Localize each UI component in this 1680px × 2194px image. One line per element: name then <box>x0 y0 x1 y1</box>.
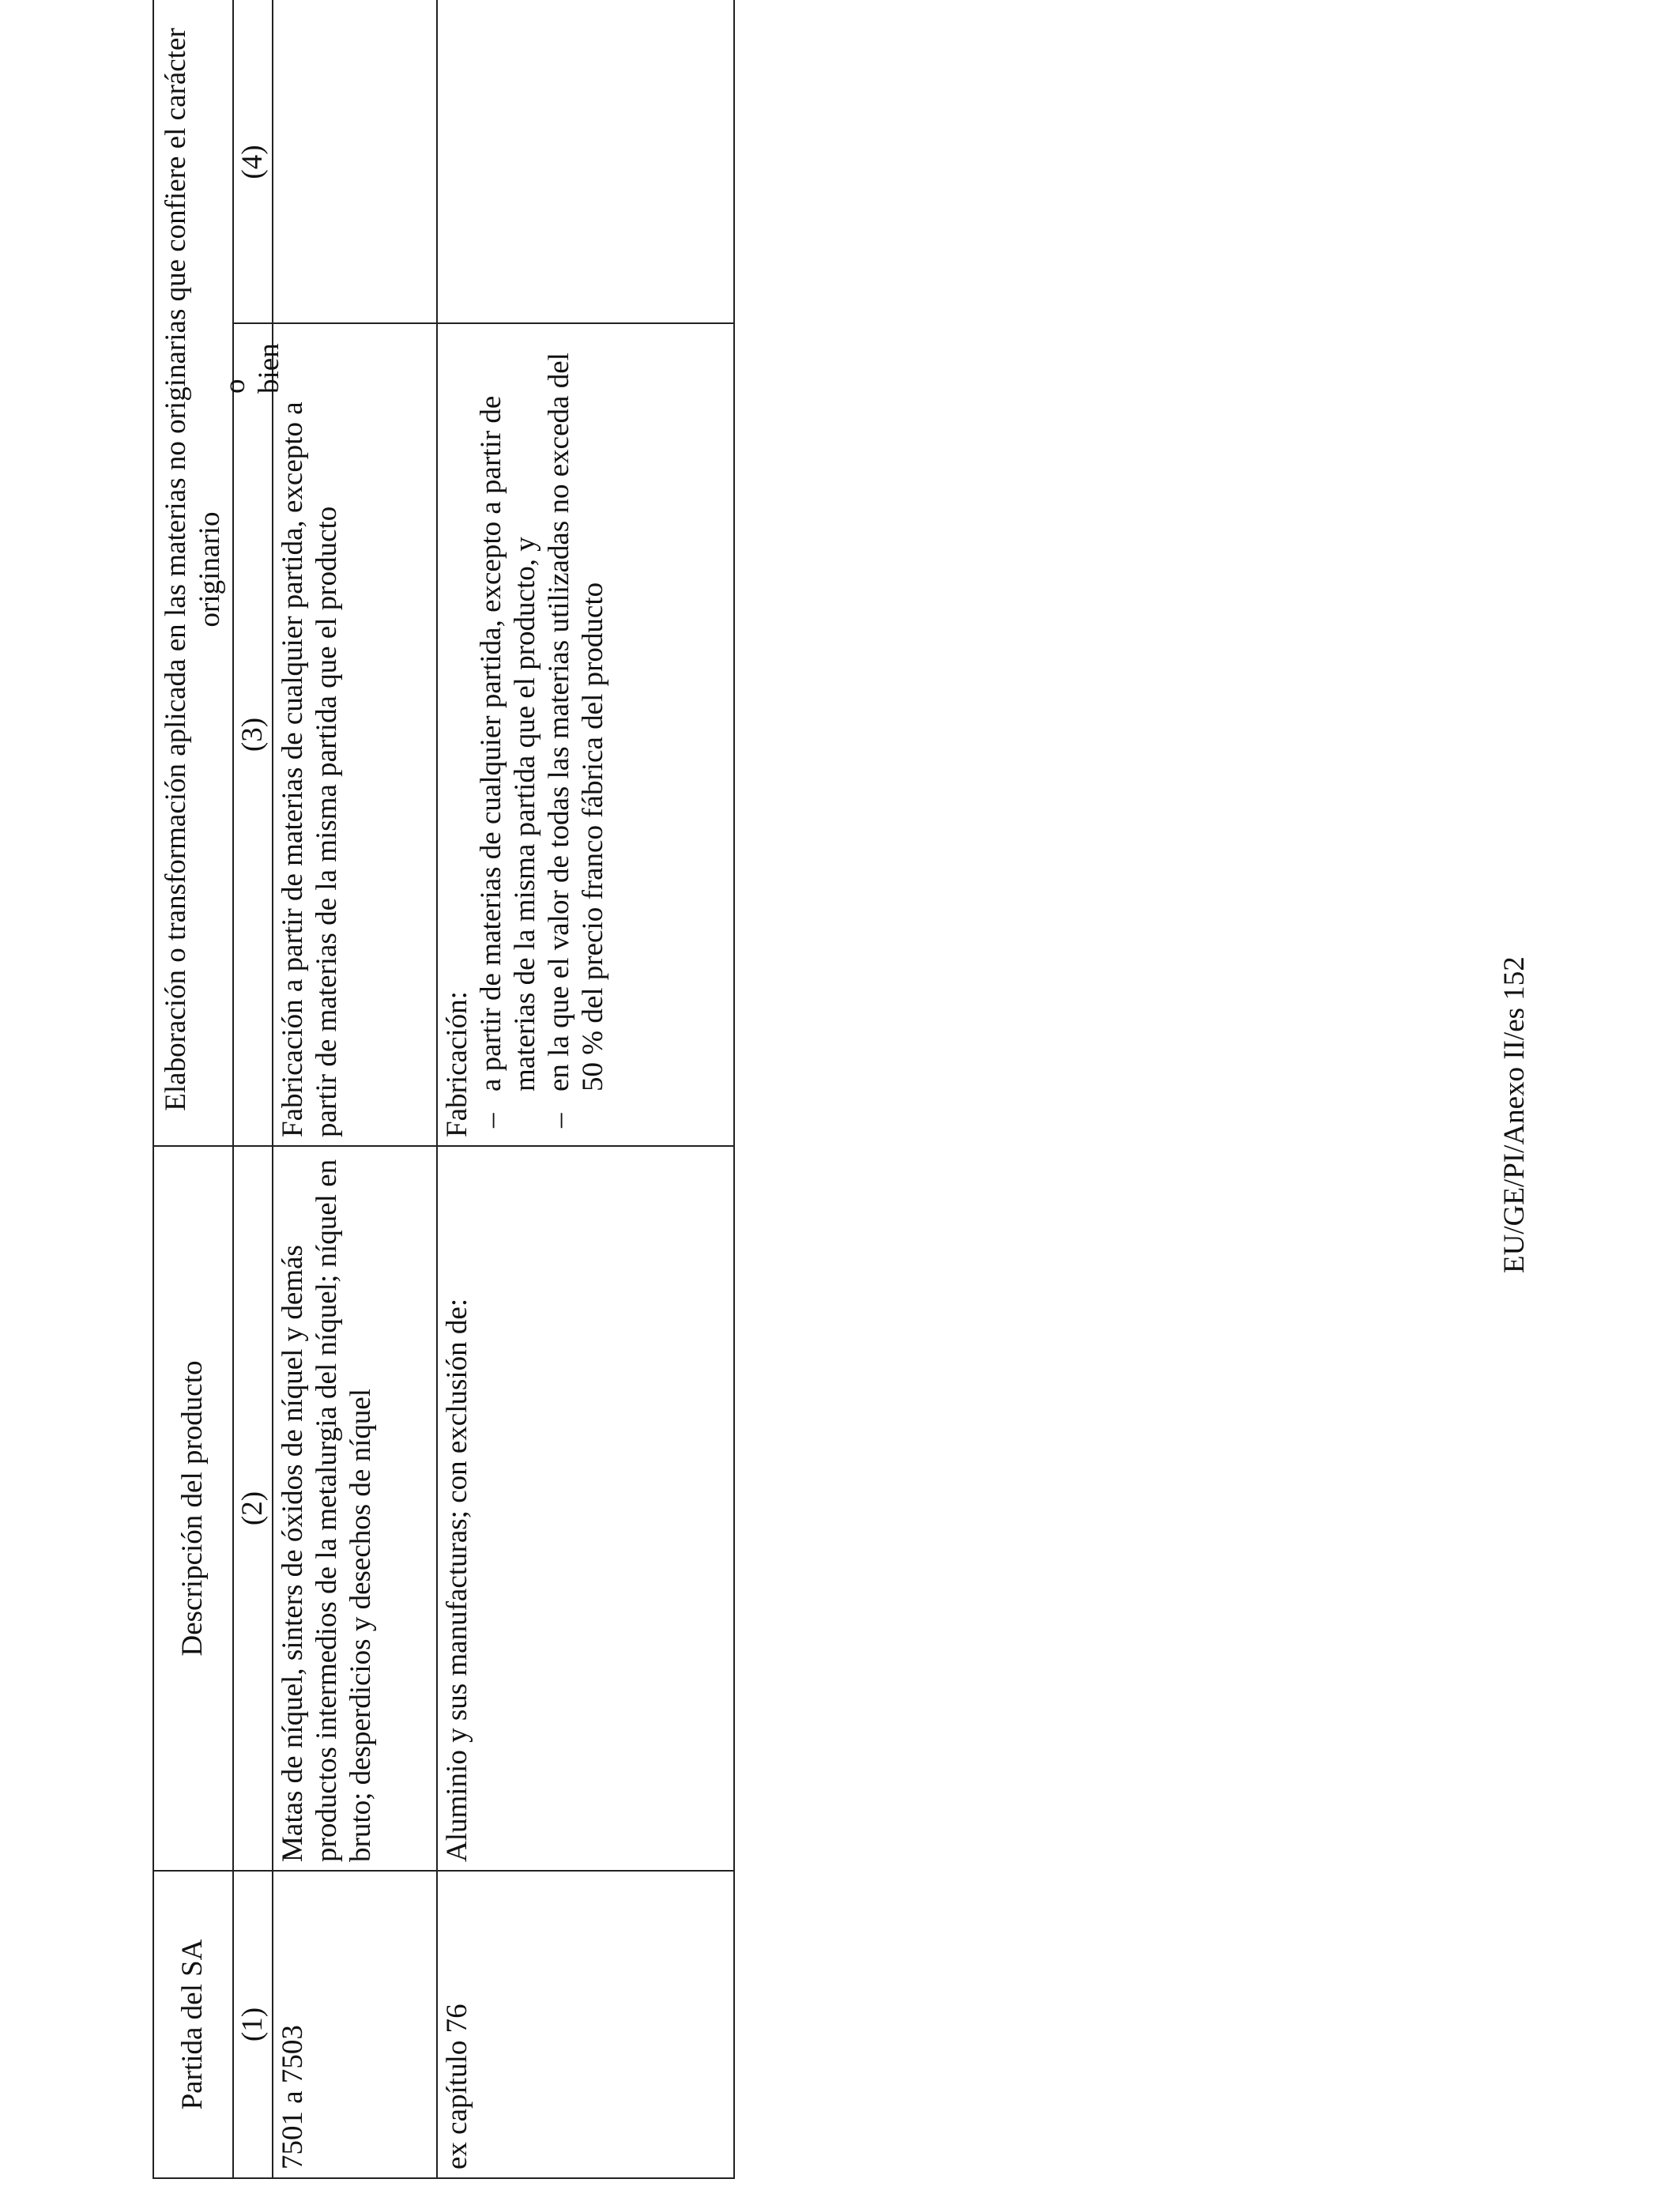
row-alternative <box>437 0 734 323</box>
table-row <box>273 0 437 2178</box>
header-product-description: Descripción del producto <box>153 1146 233 1871</box>
column-number-4: (4) <box>235 145 269 179</box>
table-row <box>437 0 734 2178</box>
column-number-1: (1) <box>233 1871 273 2178</box>
operation-intro: Fabricación: <box>441 991 473 1137</box>
document-reference: EU/GE/PI/Anexo II/es 152 <box>1498 956 1531 1273</box>
row-hs-heading: 7501 a 7503 <box>273 1871 437 2178</box>
dash-bullet: – <box>474 1113 507 1128</box>
header-row <box>153 0 233 2178</box>
column-number-3: (3) <box>233 323 273 1146</box>
condition-text: a partir de materias de cualquier partida, excepto a partir de materias de la misma partida que el producto, y <box>474 395 541 1091</box>
column-number-row <box>233 0 273 2178</box>
column-number-2: (2) <box>233 1146 273 1871</box>
header-working-processing: Elaboración o transformación aplicada en las materias no originarias que confiere el carácter originario <box>153 0 233 1146</box>
origin-rules-table <box>153 0 735 2179</box>
dash-bullet: – <box>542 1113 575 1128</box>
row-hs-heading: ex capítulo 76 <box>437 1871 734 2178</box>
header-hs-heading: Partida del SA <box>153 1871 233 2178</box>
column-number-4-cell <box>219 0 285 394</box>
list-item <box>543 332 611 1137</box>
column-or-label: o bien <box>219 343 285 394</box>
row-product-description: Aluminio y sus manufacturas; con exclusión de: <box>437 1146 734 1871</box>
row-product-description: Matas de níquel, sinters de óxidos de níquel y demás productos intermedios de la metalurgia del níquel; níquel en bruto; desperdicios y desechos de níquel <box>273 1146 437 1871</box>
condition-text: en la que el valor de todas las materias utilizadas no exceda del 50 % del precio franco fábrica del producto <box>542 352 609 1091</box>
row-alternative <box>273 0 437 323</box>
list-item <box>475 332 543 1137</box>
row-operation <box>437 323 734 1146</box>
row-operation: Fabricación a partir de materias de cualquier partida, excepto a partir de materias de la misma partida que el producto <box>273 323 437 1146</box>
operation-conditions-list <box>475 332 611 1137</box>
